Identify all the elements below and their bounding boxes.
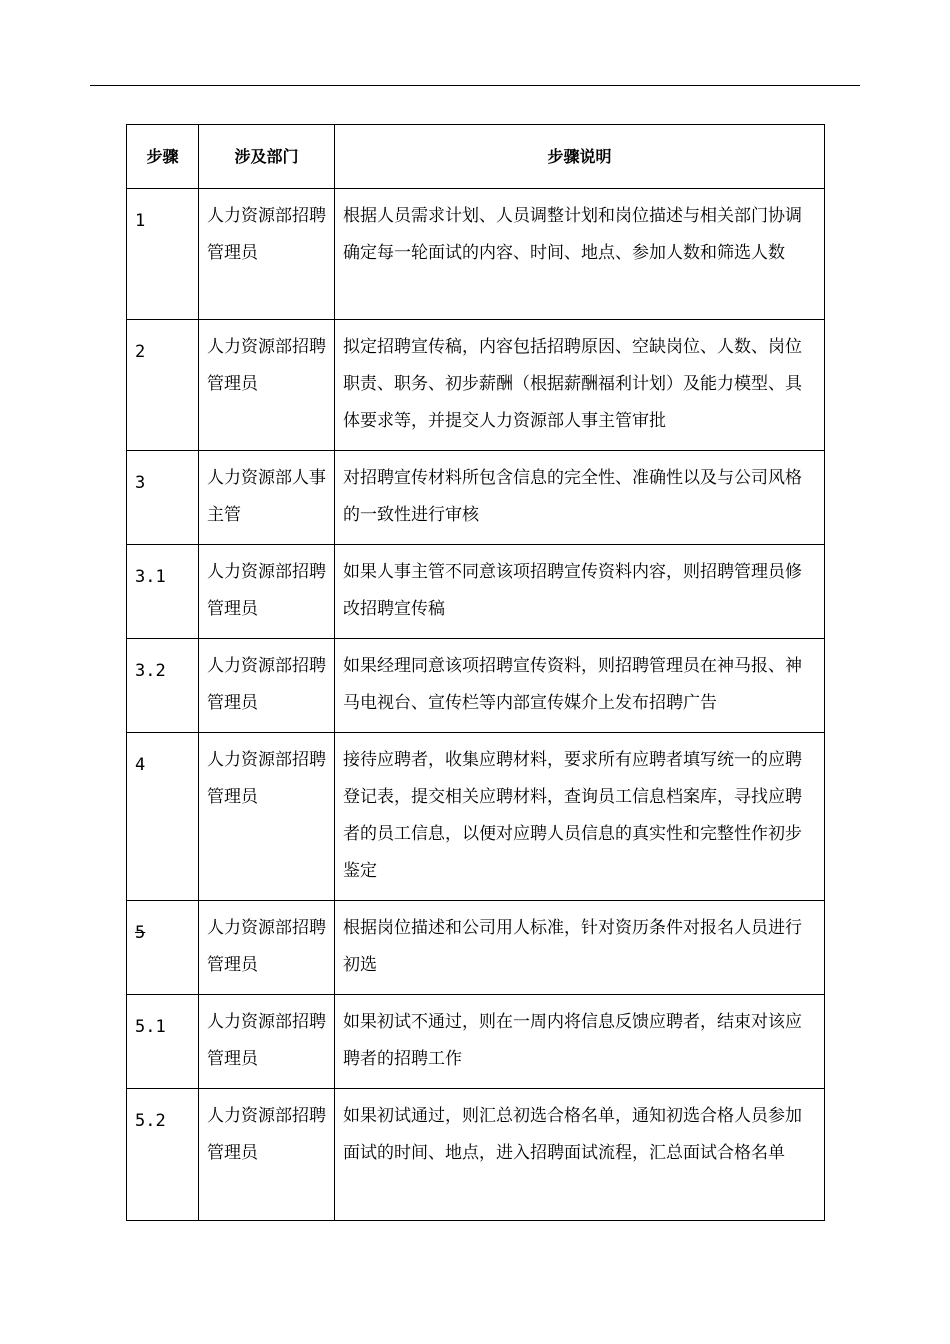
- table-row: [127, 451, 825, 545]
- description-cell: 根据人员需求计划、人员调整计划和岗位描述与相关部门协调确定每一轮面试的内容、时间、地点、参加人数和筛选人数: [335, 189, 825, 320]
- table-row: [127, 733, 825, 901]
- department-cell: 人力资源部招聘管理员: [199, 639, 335, 733]
- department-cell: 人力资源部招聘管理员: [199, 995, 335, 1089]
- department-cell: 人力资源部招聘管理员: [199, 733, 335, 901]
- table-row: [127, 639, 825, 733]
- header-rule: [90, 85, 860, 86]
- description-cell: 如果初试不通过，则在一周内将信息反馈应聘者，结束对该应聘者的招聘工作: [335, 995, 825, 1089]
- step-number: 3: [127, 451, 199, 545]
- description-cell: 对招聘宣传材料所包含信息的完全性、准确性以及与公司风格的一致性进行审核: [335, 451, 825, 545]
- table-row: [127, 901, 825, 995]
- description-cell: 拟定招聘宣传稿，内容包括招聘原因、空缺岗位、人数、岗位职责、职务、初步薪酬（根据薪酬福利计划）及能力模型、具体要求等，并提交人力资源部人事主管审批: [335, 320, 825, 451]
- department-cell: 人力资源部招聘管理员: [199, 189, 335, 320]
- description-cell: 接待应聘者，收集应聘材料，要求所有应聘者填写统一的应聘登记表，提交相关应聘材料，查询员工信息档案库，寻找应聘者的员工信息，以便对应聘人员信息的真实性和完整性作初步鉴定: [335, 733, 825, 901]
- description-cell: 如果经理同意该项招聘宣传资料，则招聘管理员在神马报、神马电视台、宣传栏等内部宣传媒介上发布招聘广告: [335, 639, 825, 733]
- step-number: 5: [127, 901, 199, 995]
- step-number: 4: [127, 733, 199, 901]
- header-description: 步骤说明: [335, 125, 825, 189]
- table-header-row: [127, 125, 825, 189]
- table-row: [127, 545, 825, 639]
- process-steps-table: [126, 124, 825, 1221]
- step-number: 2: [127, 320, 199, 451]
- step-number: 5.2: [127, 1089, 199, 1221]
- table-row: [127, 995, 825, 1089]
- department-cell: 人力资源部招聘管理员: [199, 320, 335, 451]
- description-cell: 如果初试通过，则汇总初选合格名单，通知初选合格人员参加面试的时间、地点，进入招聘面试流程，汇总面试合格名单: [335, 1089, 825, 1221]
- description-cell: 如果人事主管不同意该项招聘宣传资料内容，则招聘管理员修改招聘宣传稿: [335, 545, 825, 639]
- step-number: 5.1: [127, 995, 199, 1089]
- department-cell: 人力资源部招聘管理员: [199, 901, 335, 995]
- department-cell: 人力资源部招聘管理员: [199, 1089, 335, 1221]
- department-cell: 人力资源部人事主管: [199, 451, 335, 545]
- description-cell: 根据岗位描述和公司用人标准，针对资历条件对报名人员进行初选: [335, 901, 825, 995]
- header-step: 步骤: [127, 125, 199, 189]
- department-cell: 人力资源部招聘管理员: [199, 545, 335, 639]
- step-number: 1: [127, 189, 199, 320]
- header-department: 涉及部门: [199, 125, 335, 189]
- table-row: [127, 189, 825, 320]
- table-row: [127, 1089, 825, 1221]
- step-number: 3.2: [127, 639, 199, 733]
- table-row: [127, 320, 825, 451]
- step-number: 3.1: [127, 545, 199, 639]
